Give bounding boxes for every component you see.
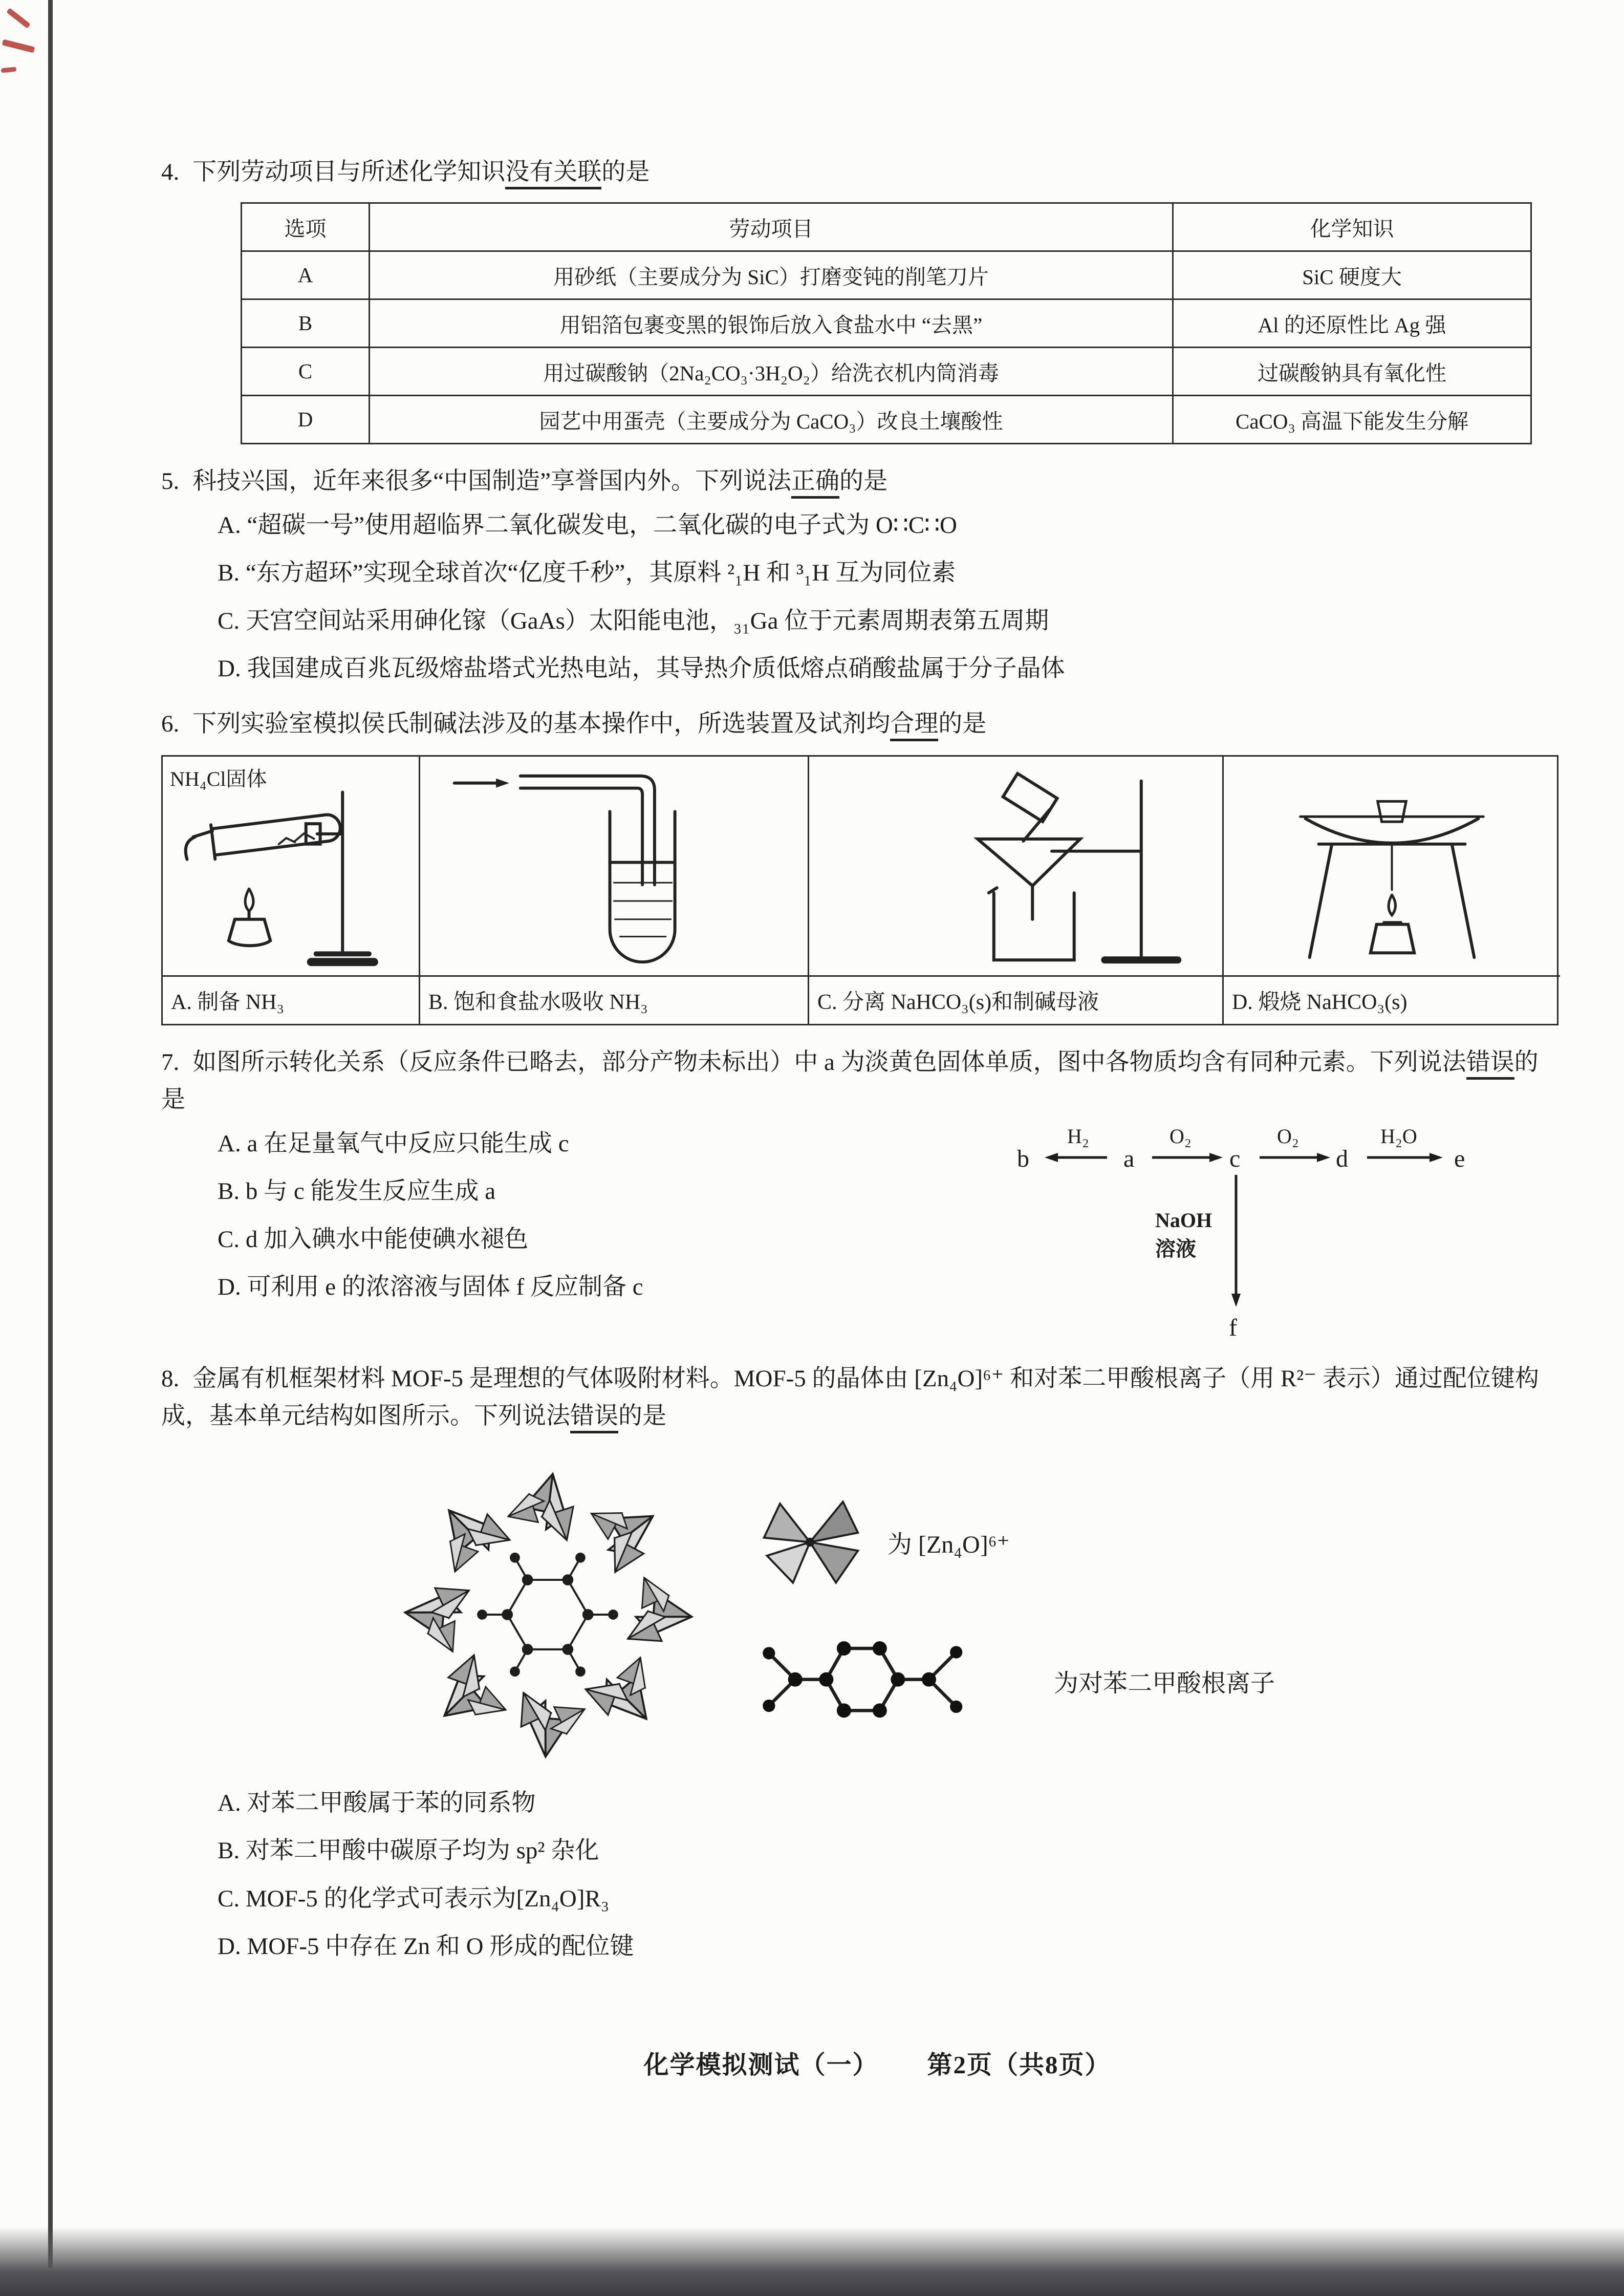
svg-text:e: e [1454, 1145, 1465, 1172]
cell-project: 园艺中用蛋壳（主要成分为 CaCO₃）改良土壤酸性 [370, 395, 1173, 443]
table-row [242, 299, 1531, 347]
zn4o-cluster-icon [750, 1490, 870, 1595]
q7-option-a: A. a 在足量氧气中反应只能生成 c [218, 1130, 569, 1157]
page-content [161, 154, 1558, 1983]
q8-structure-figure [381, 1452, 1558, 1775]
q8-legend-row-2 [750, 1624, 1275, 1737]
stem-text: 的是 [161, 1049, 1539, 1113]
filtration-sketch [809, 757, 1222, 975]
q8-legend [750, 1490, 1275, 1737]
gas-absorption-sketch [420, 757, 808, 975]
calcination-sketch [1224, 757, 1560, 975]
cell-knowledge: Al 的还原性比 Ag 强 [1173, 299, 1531, 347]
zn4o-legend-text: 为 [Zn₄O]⁶⁺ [887, 1531, 1010, 1559]
q6-apparatus-a [163, 757, 419, 977]
question-number: 7. [161, 1049, 180, 1076]
svg-text:O₂: O₂ [1277, 1124, 1299, 1148]
q6-panel-a-reagent-label: NH₄Cl固体 [170, 767, 267, 791]
column-header: 化学知识 [1173, 203, 1531, 251]
cell-knowledge: SiC 硬度大 [1173, 251, 1531, 299]
q8-option-d: D. MOF-5 中存在 Zn 和 O 形成的配位键 [218, 1933, 634, 1960]
q7-reaction-scheme-figure [1006, 1122, 1558, 1342]
question-number: 8. [161, 1365, 180, 1392]
q8-option-a: A. 对苯二甲酸属于苯的同系物 [218, 1789, 536, 1816]
stem-text: 下列劳动项目与所述化学知识 [192, 159, 506, 185]
cell-project: 用砂纸（主要成分为 SiC）打磨变钝的削笔刀片 [370, 251, 1173, 299]
stem-emphasis: 错误 [570, 1403, 618, 1433]
terephthalate-legend-text: 为对苯二甲酸根离子 [1054, 1669, 1275, 1697]
question-number: 5. [161, 467, 180, 495]
svg-text:d: d [1336, 1145, 1348, 1172]
q7-option-b: B. b 与 c 能发生反应生成 a [218, 1178, 496, 1205]
stem-text: 的是 [601, 159, 650, 185]
question-5 [161, 463, 1558, 688]
cell-option: B [242, 299, 370, 347]
q8-options [161, 1785, 1558, 1965]
question-6 [161, 705, 1558, 1025]
question-4-stem [161, 154, 1558, 191]
column-header: 选项 [242, 203, 370, 251]
table-row [242, 395, 1531, 443]
table-row [242, 347, 1531, 395]
question-6-stem [161, 705, 1558, 743]
q7-option-d: D. 可利用 e 的浓溶液与固体 f 反应制备 c [218, 1274, 643, 1301]
stem-text: 的是 [938, 711, 987, 738]
question-7 [161, 1044, 1558, 1342]
svg-text:c: c [1229, 1145, 1241, 1172]
cell-option: C [242, 347, 370, 395]
q5-options [161, 507, 1558, 688]
question-8-stem [161, 1360, 1558, 1435]
cell-project: 用过碳酸钠（2Na₂CO₃·3H₂O₂）给洗衣机内筒消毒 [370, 347, 1173, 395]
mof5-crystal-sketch [381, 1452, 714, 1775]
scan-edge-bottom [0, 2227, 1624, 2296]
table-header-row [242, 203, 1531, 251]
q5-option-c: C. 天宫空间站采用砷化镓（GaAs）太阳能电池，₃₁Ga 位于元素周期表第五周期 [218, 607, 1049, 634]
stem-text: 的是 [618, 1402, 666, 1429]
q8-option-b: B. 对苯二甲酸中碳原子均为 sp² 杂化 [218, 1837, 599, 1864]
q6-caption-d: D. 煅烧 NaHCO₃(s) [1222, 977, 1560, 1024]
reaction-scheme-sketch [1006, 1122, 1558, 1342]
mof5-structure-figure [381, 1452, 714, 1775]
question-8 [161, 1360, 1558, 1965]
q8-option-c: C. MOF-5 的化学式可表示为[Zn₄O]R₃ [218, 1885, 610, 1912]
cell-option: D [242, 395, 370, 443]
stem-text: 的是 [839, 467, 887, 495]
scan-edge-line [48, 0, 53, 2268]
q6-caption-b: B. 饱和食盐水吸收 NH₃ [419, 977, 808, 1024]
q6-caption-a: A. 制备 NH₃ [171, 991, 285, 1015]
q8-legend-row-1 [750, 1490, 1275, 1595]
stem-text: 下列实验室模拟侯氏制碱法涉及的基本操作中，所选装置及试剂均 [192, 711, 891, 738]
stem-emphasis: 合理 [890, 711, 938, 741]
stem-text: 科技兴国，近年来很多“中国制造”享誉国内外。下列说法 [192, 467, 791, 495]
stem-text: 如图所示转化关系（反应条件已略去，部分产物未标出）中 a 为淡黄色固体单质，图中各物质均含有同种元素。下列说法 [192, 1049, 1466, 1076]
red-scan-mark [6, 8, 31, 29]
svg-text:f: f [1229, 1314, 1237, 1341]
terephthalate-molecule-icon [750, 1624, 1036, 1737]
q7-option-c: C. d 加入碘水中能使碘水褪色 [218, 1226, 529, 1253]
stem-emphasis: 没有关联 [505, 159, 601, 189]
red-scan-mark [1, 67, 17, 73]
q6-apparatus-d [1222, 757, 1560, 977]
q5-option-a: A. “超碳一号”使用超临界二氧化碳发电，二氧化碳的电子式为 O∷C∷O [218, 511, 957, 539]
q5-option-b: B. “东方超环”实现全球首次“亿度千秒”，其原料 ²₁H 和 ³₁H 互为同位素 [218, 560, 956, 587]
red-scan-mark [2, 39, 35, 53]
q7-options [161, 1126, 1006, 1317]
stem-text: 金属有机框架材料 MOF-5 是理想的气体吸附材料。MOF-5 的晶体由 [Zn₄O]⁶⁺ 和对苯二甲酸根离子（用 R²⁻ 表示）通过配位键构成，基本单元结构如图所示。下列说法 [161, 1365, 1539, 1429]
q4-table [241, 202, 1532, 444]
q6-apparatus-c [808, 757, 1222, 977]
q5-option-d: D. 我国建成百兆瓦级熔盐塔式光热电站，其导热介质低熔点硝酸盐属于分子晶体 [218, 655, 1065, 682]
cell-knowledge: 过碳酸钠具有氧化性 [1173, 347, 1531, 395]
svg-text:溶液: 溶液 [1155, 1237, 1196, 1260]
q6-caption-c: C. 分离 NaHCO₃(s)和制碱母液 [808, 977, 1222, 1024]
cell-knowledge: CaCO₃ 高温下能发生分解 [1173, 395, 1531, 443]
cell-option: A [242, 251, 370, 299]
cell-project: 用铝箔包裹变黑的银饰后放入食盐水中 “去黑” [370, 299, 1173, 347]
svg-text:H₂: H₂ [1067, 1124, 1089, 1148]
svg-text:a: a [1123, 1145, 1135, 1172]
q6-apparatus-figure [161, 755, 1558, 1025]
footer-exam-title: 化学模拟测试（一） [643, 2051, 879, 2079]
table-row [242, 251, 1531, 299]
page-footer [131, 2045, 1624, 2081]
svg-text:b: b [1017, 1145, 1029, 1172]
stem-emphasis: 正确 [791, 468, 839, 499]
question-4 [161, 154, 1558, 444]
svg-text:O₂: O₂ [1170, 1124, 1192, 1148]
question-number: 4. [161, 159, 180, 185]
q6-apparatus-b [419, 757, 808, 977]
column-header: 劳动项目 [370, 203, 1173, 251]
question-5-stem [161, 463, 1558, 500]
svg-text:H₂O: H₂O [1380, 1124, 1417, 1148]
question-7-stem [161, 1044, 1558, 1119]
svg-text:NaOH: NaOH [1155, 1208, 1212, 1232]
stem-emphasis: 错误 [1466, 1049, 1514, 1080]
question-number: 6. [161, 711, 180, 738]
footer-page-number: 第2页（共8页） [927, 2051, 1111, 2079]
